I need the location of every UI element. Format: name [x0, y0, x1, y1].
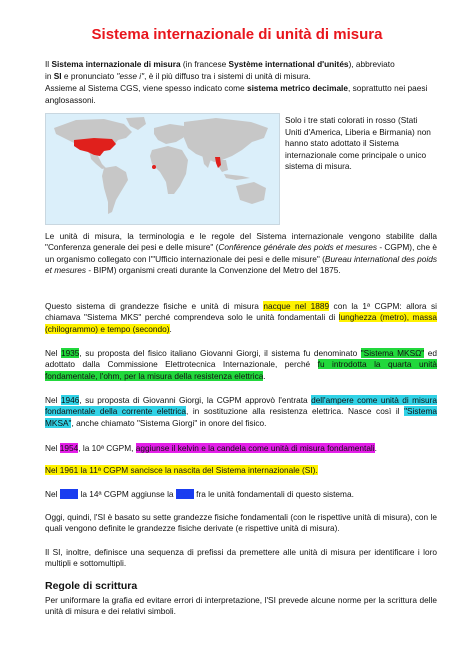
paragraph-text: con la 1ª CGPM: allora si chiamava "Sistema MKS" perché comprendeva solo le unità fondamentali di: [45, 301, 437, 323]
paragraph-text: , anche chiamato "Sistema Giorgi" in onore del fisico.: [71, 417, 267, 428]
paragraph-conferenza: [45, 231, 437, 276]
highlight-mole: mole: [175, 489, 194, 499]
intro-text: e pronunciato: [61, 71, 117, 81]
paragraph-text: ed adottato dalla Commissione Elettrotecnica Internazionale, perché: [45, 348, 437, 370]
paragraph-text: - BIPM) organismi creati durante la Convenzione del Metro del 1875.: [86, 264, 341, 275]
india-shape: [202, 154, 212, 168]
paragraph-1946: [45, 395, 437, 429]
paragraph-text: Nel: [45, 443, 60, 453]
intro-text: (in francese: [180, 59, 229, 69]
paragraph-text: , su proposta del fisico italiano Giovanni Giorgi, il sistema fu denominato: [79, 348, 361, 358]
intro-bold-metrico: sistema metrico decimale: [246, 83, 348, 93]
highlight-sistema-mkso: "Sistema MKSΩ": [360, 348, 425, 358]
intro-text: in: [45, 71, 54, 81]
highlight-year-1935: 1935: [60, 348, 80, 358]
paragraph-text: .: [374, 443, 377, 453]
highlight-kelvin-candela: aggiunse il kelvin e la candela come unità di misura fondamentali: [135, 443, 375, 453]
paragraph-regole: Per uniformare la grafia ed evitare errori di interpretazione, l'SI prevede alcune norme per la scrittura delle unità di misura e dei relativi simboli.: [45, 595, 437, 617]
paragraph-text: Nel: [45, 348, 61, 358]
intro-line-4: anglosassoni.: [45, 95, 96, 105]
paragraph-text: Nel: [45, 489, 60, 499]
paragraph-text: .: [169, 323, 172, 334]
intro-pronunciation: "esse i": [116, 71, 145, 81]
intro-text: , soprattutto nei paesi: [347, 83, 428, 93]
paragraph-1954: [45, 443, 437, 454]
indonesia-shape: [224, 174, 250, 180]
paragraph-text: , in sostituzione alla resistenza elettrica. Nasce così il: [185, 406, 405, 417]
world-map-graphic: [46, 114, 279, 224]
highlight-1961: Nel 1961 la 11ª CGPM sancisce la nascita del Sistema internazionale (SI).: [45, 465, 318, 475]
intro-bold-si: SI: [53, 71, 62, 81]
paragraph-text: Nel: [45, 395, 61, 405]
europe-shape: [154, 124, 186, 144]
highlight-year-1954: 1954: [59, 443, 79, 453]
page-title: Sistema internazionale di unità di misura: [91, 26, 383, 43]
intro-bold-french-name: Système international d'unités: [228, 59, 349, 69]
greenland-shape: [126, 117, 146, 130]
africa-shape: [150, 146, 188, 194]
intro-bold-si-name: Sistema internazionale di misura: [51, 59, 181, 69]
intro-text: ), abbreviato: [348, 59, 395, 69]
intro-text: Il: [45, 59, 52, 69]
paragraph-1971: [45, 489, 437, 500]
paragraph-prefissi: Il SI, inoltre, definisce una sequenza di prefissi da premettere alle unità di misura per identificare i loro multipli e sottomultipli.: [45, 547, 437, 569]
highlight-mks-units: lunghezza (metro), massa (chilogrammo) e tempo (secondo): [45, 312, 437, 334]
intro-line-2: [45, 70, 437, 82]
bipm-french-name: Bureau international des poids et mesures: [45, 253, 437, 275]
paragraph-text: fra le unità fondamentali di questo sistema.: [193, 489, 354, 499]
intro-line-3: [45, 82, 437, 94]
intro-text: , è il più diffuso tra i sistemi di unità di misura.: [144, 71, 311, 81]
usa-shape: [74, 138, 116, 156]
paragraph-text: la 14ª CGPM aggiunse la: [78, 489, 176, 499]
paragraph-text: Questo sistema di grandezze fisiche e unità di misura: [45, 301, 264, 311]
section-heading: Regole di scrittura: [45, 580, 138, 592]
intro-line-1: [45, 58, 437, 70]
intro-text: Assieme al Sistema CGS, viene spesso indicato come: [45, 83, 247, 93]
map-caption: Solo i tre stati colorati in rosso (Stati Uniti d'America, Liberia e Birmania) non hanno stato adottato il Sistema internazionale come principale o unico sistema di misura.: [285, 115, 431, 172]
paragraph-text: - CGPM), che è un organismo collegato con l'"Ufficio internazionale dei pesi e delle misure" (: [45, 242, 437, 264]
central-america-shape: [90, 154, 106, 169]
highlight-year-1946: 1946: [60, 395, 80, 405]
highlight-ampere: dell'ampere come unità di misura fondamentale della corrente elettrica: [45, 395, 437, 417]
highlight-ohm: fu introdotta la quarta unità fondamentale, l'ohm, per la misura della resistenza elettrica: [45, 359, 437, 381]
world-map-image: [45, 113, 280, 225]
liberia-shape: [152, 165, 156, 169]
asia-shape: [184, 118, 268, 162]
south-america-shape: [102, 166, 128, 214]
paragraph-text: .: [263, 370, 266, 381]
paragraph-1961: [45, 465, 437, 476]
highlight-sistema-mksa: "Sistema MKSA": [45, 406, 437, 428]
paragraph-text: , la 10ª CGPM,: [78, 443, 136, 453]
australia-shape: [236, 182, 266, 204]
paragraph-oggi: Oggi, quindi, l'SI è basato su sette grandezze fisiche fondamentali (con le rispettive unità di misura), con le quali vengono definite le grandezze fisiche derivate (e rispettive unità di misura).: [45, 512, 437, 534]
paragraph-text: Le unità di misura, la terminologia e le regole del Sistema internazionale vengono stabilite dalla "Conferenza generale dei pesi e delle misure" (: [45, 231, 437, 253]
cgpm-french-name: Conférence générale des poids et mesures: [218, 242, 378, 253]
highlight-1889: nacque nel 1889: [263, 301, 330, 311]
intro-paragraph: [45, 58, 437, 106]
paragraph-1889: [45, 301, 437, 335]
paragraph-text: , su proposta di Giovanni Giorgi, la CGPM approvò l'entrata: [79, 395, 312, 405]
highlight-year-1971: 1971: [59, 489, 79, 499]
paragraph-1935: [45, 348, 437, 382]
